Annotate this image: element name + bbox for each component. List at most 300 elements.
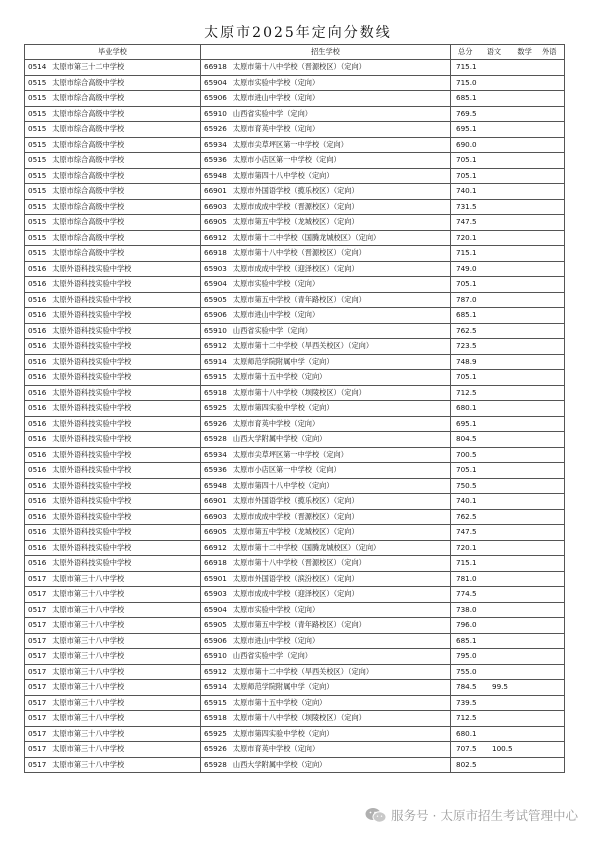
cell-scores <box>451 261 565 277</box>
cell-scores <box>451 680 565 696</box>
school-to-name: 山西大学附属中学校（定向） <box>232 759 327 769</box>
cell-school-from <box>25 711 201 727</box>
school-to-name: 太原市第十八中学校（晋源校区）（定向） <box>232 62 366 72</box>
school-to-code: 65925 <box>204 403 227 413</box>
table-row <box>25 91 565 107</box>
school-to-name: 太原市第四实验中学校（定向） <box>232 728 334 738</box>
cell-school-to <box>201 478 451 494</box>
school-to-name: 太原市第五中学校（青年路校区）（定向） <box>232 620 366 630</box>
header-total: 总分 <box>458 47 473 56</box>
cell-scores <box>451 726 565 742</box>
table-header-row <box>25 45 565 60</box>
table-row <box>25 385 565 401</box>
cell-scores <box>451 308 565 324</box>
school-from-name: 太原外语科技实验中学校 <box>52 527 132 537</box>
school-to-code: 66912 <box>204 542 227 552</box>
total-score: 705.1 <box>456 155 477 165</box>
table-row <box>25 680 565 696</box>
cell-school-to <box>201 261 451 277</box>
cell-school-from <box>25 664 201 680</box>
cell-school-from <box>25 75 201 91</box>
school-to-code: 65928 <box>204 759 227 769</box>
table-row <box>25 509 565 525</box>
school-from-name: 太原外语科技实验中学校 <box>52 387 132 397</box>
cell-school-from <box>25 308 201 324</box>
total-score: 795.0 <box>456 651 477 661</box>
school-to-name: 太原市第十五中学校（定向） <box>232 372 327 382</box>
school-to-name: 太原市成成中学校（迎泽校区）（定向） <box>232 263 359 273</box>
school-to-name: 太原市尖草坪区第一中学校（定向） <box>232 449 348 459</box>
table-row <box>25 339 565 355</box>
total-score: 762.5 <box>456 325 477 335</box>
total-score: 707.5 <box>456 744 477 754</box>
school-from-name: 太原市综合高级中学校 <box>52 248 125 258</box>
cell-school-from <box>25 525 201 541</box>
total-score: 781.0 <box>456 573 477 583</box>
cell-school-to <box>201 664 451 680</box>
total-score: 680.1 <box>456 728 477 738</box>
school-to-name: 太原市第十二中学校（旱西关校区）（定向） <box>232 666 374 676</box>
school-to-name: 太原市进山中学校（定向） <box>232 635 320 645</box>
total-score: 712.5 <box>456 387 477 397</box>
school-to-code: 65906 <box>204 310 227 320</box>
cell-school-from <box>25 106 201 122</box>
cell-school-from <box>25 385 201 401</box>
cell-scores <box>451 401 565 417</box>
school-to-name: 太原市第四十八中学校（定向） <box>232 170 334 180</box>
cell-school-from <box>25 261 201 277</box>
school-to-name: 太原市育英中学校（定向） <box>232 124 320 134</box>
school-to-code: 65903 <box>204 589 227 599</box>
school-to-name: 太原市外国语学校（揽乐校区）（定向） <box>232 496 359 506</box>
cell-school-to <box>201 757 451 773</box>
school-from-name: 太原外语科技实验中学校 <box>52 434 132 444</box>
cell-school-from <box>25 292 201 308</box>
school-from-name: 太原外语科技实验中学校 <box>52 403 132 413</box>
cell-scores <box>451 153 565 169</box>
school-to-name: 太原师范学院附属中学（定向） <box>232 682 334 692</box>
table-row <box>25 742 565 758</box>
cell-school-to <box>201 571 451 587</box>
cell-school-to <box>201 432 451 448</box>
cell-school-to <box>201 726 451 742</box>
school-from-name: 太原市第三十八中学校 <box>52 620 125 630</box>
cell-scores <box>451 432 565 448</box>
cell-school-from <box>25 184 201 200</box>
table-row <box>25 184 565 200</box>
cell-scores <box>451 106 565 122</box>
table-row <box>25 711 565 727</box>
school-to-name: 太原市第十五中学校（定向） <box>232 697 327 707</box>
total-score: 715.1 <box>456 62 477 72</box>
school-from-code: 0515 <box>28 248 47 258</box>
cell-school-from <box>25 587 201 603</box>
cell-school-to <box>201 618 451 634</box>
table-row <box>25 261 565 277</box>
total-score: 720.1 <box>456 232 477 242</box>
table-row <box>25 122 565 138</box>
total-score: 747.5 <box>456 217 477 227</box>
watermark-text: 服务号 · 太原市招生考试管理中心 <box>391 808 578 823</box>
school-from-name: 太原市综合高级中学校 <box>52 155 125 165</box>
school-from-code: 0517 <box>28 744 47 754</box>
table-row <box>25 199 565 215</box>
school-to-code: 66903 <box>204 201 227 211</box>
cell-school-to <box>201 447 451 463</box>
school-to-code: 65926 <box>204 418 227 428</box>
school-to-code: 66901 <box>204 186 227 196</box>
school-to-code: 65934 <box>204 139 227 149</box>
cell-school-to <box>201 60 451 76</box>
cell-scores <box>451 602 565 618</box>
total-score: 705.1 <box>456 372 477 382</box>
school-to-name: 太原市实验中学校（定向） <box>232 279 320 289</box>
school-to-code: 66905 <box>204 527 227 537</box>
school-to-name: 太原市进山中学校（定向） <box>232 310 320 320</box>
header-school-to: 招生学校 <box>201 45 451 60</box>
school-from-name: 太原外语科技实验中学校 <box>52 325 132 335</box>
school-from-code: 0517 <box>28 651 47 661</box>
school-from-code: 0517 <box>28 713 47 723</box>
school-from-code: 0517 <box>28 589 47 599</box>
cell-school-to <box>201 525 451 541</box>
cell-scores <box>451 292 565 308</box>
table-row <box>25 540 565 556</box>
table-row <box>25 726 565 742</box>
cell-school-from <box>25 494 201 510</box>
school-to-name: 太原市成成中学校（迎泽校区）（定向） <box>232 589 359 599</box>
school-from-code: 0517 <box>28 697 47 707</box>
school-from-name: 太原市第三十八中学校 <box>52 697 125 707</box>
school-from-code: 0515 <box>28 217 47 227</box>
cell-school-to <box>201 75 451 91</box>
school-from-code: 0517 <box>28 604 47 614</box>
cell-school-to <box>201 106 451 122</box>
cell-scores <box>451 75 565 91</box>
school-to-name: 太原市成成中学校（晋源校区）（定向） <box>232 201 359 211</box>
cell-scores <box>451 137 565 153</box>
total-score: 740.1 <box>456 186 477 196</box>
school-to-code: 65936 <box>204 155 227 165</box>
school-to-code: 65905 <box>204 620 227 630</box>
table-row <box>25 556 565 572</box>
cell-school-to <box>201 494 451 510</box>
cell-school-from <box>25 540 201 556</box>
cell-scores <box>451 664 565 680</box>
school-from-name: 太原市第三十八中学校 <box>52 604 125 614</box>
cell-scores <box>451 571 565 587</box>
cell-school-from <box>25 339 201 355</box>
school-to-code: 66903 <box>204 511 227 521</box>
school-to-code: 65904 <box>204 77 227 87</box>
school-to-code: 65918 <box>204 387 227 397</box>
cell-scores <box>451 370 565 386</box>
total-score: 802.5 <box>456 759 477 769</box>
school-to-name: 太原师范学院附属中学（定向） <box>232 356 334 366</box>
total-score: 700.5 <box>456 449 477 459</box>
table-row <box>25 323 565 339</box>
school-to-code: 65905 <box>204 294 227 304</box>
school-from-code: 0517 <box>28 620 47 630</box>
cell-scores <box>451 742 565 758</box>
cell-scores <box>451 323 565 339</box>
school-to-code: 65915 <box>204 372 227 382</box>
school-to-name: 太原市第十八中学校（晋源校区）（定向） <box>232 248 366 258</box>
cell-school-to <box>201 292 451 308</box>
school-to-code: 66918 <box>204 248 227 258</box>
school-to-name: 太原市进山中学校（定向） <box>232 93 320 103</box>
cell-school-to <box>201 695 451 711</box>
cell-scores <box>451 277 565 293</box>
cell-school-from <box>25 432 201 448</box>
total-score: 762.5 <box>456 511 477 521</box>
cell-scores <box>451 540 565 556</box>
school-from-code: 0515 <box>28 124 47 134</box>
cell-scores <box>451 509 565 525</box>
total-score: 715.1 <box>456 558 477 568</box>
school-from-name: 太原市第三十八中学校 <box>52 728 125 738</box>
school-from-name: 太原市第三十八中学校 <box>52 589 125 599</box>
school-to-code: 65948 <box>204 170 227 180</box>
cell-scores <box>451 91 565 107</box>
school-from-code: 0515 <box>28 155 47 165</box>
total-score: 712.5 <box>456 713 477 723</box>
school-from-code: 0515 <box>28 186 47 196</box>
cell-school-from <box>25 401 201 417</box>
school-from-code: 0516 <box>28 449 47 459</box>
cell-school-to <box>201 153 451 169</box>
table-row <box>25 525 565 541</box>
school-to-code: 65936 <box>204 465 227 475</box>
school-to-code: 65934 <box>204 449 227 459</box>
school-to-name: 山西省实验中学（定向） <box>232 108 312 118</box>
school-to-name: 太原市外国语学校（揽乐校区）（定向） <box>232 186 359 196</box>
table-row <box>25 246 565 262</box>
cell-school-from <box>25 122 201 138</box>
school-to-name: 太原市小店区第一中学校（定向） <box>232 155 341 165</box>
school-from-name: 太原市第三十八中学校 <box>52 713 125 723</box>
cell-school-from <box>25 478 201 494</box>
school-from-name: 太原外语科技实验中学校 <box>52 356 132 366</box>
table-row <box>25 633 565 649</box>
cell-school-to <box>201 323 451 339</box>
cell-school-from <box>25 757 201 773</box>
school-to-code: 65910 <box>204 651 227 661</box>
cell-scores <box>451 447 565 463</box>
cell-school-to <box>201 742 451 758</box>
cell-scores <box>451 556 565 572</box>
table-row <box>25 370 565 386</box>
cell-school-from <box>25 137 201 153</box>
school-from-code: 0517 <box>28 573 47 583</box>
school-to-name: 山西省实验中学（定向） <box>232 325 312 335</box>
school-from-code: 0516 <box>28 310 47 320</box>
table-row <box>25 463 565 479</box>
school-from-code: 0516 <box>28 542 47 552</box>
cell-school-from <box>25 602 201 618</box>
table-row <box>25 447 565 463</box>
school-from-name: 太原市第三十八中学校 <box>52 651 125 661</box>
cell-school-to <box>201 416 451 432</box>
total-score: 749.0 <box>456 263 477 273</box>
chinese-score: 100.5 <box>492 744 513 754</box>
cell-school-from <box>25 742 201 758</box>
school-to-name: 太原市第十二中学校（国腾龙城校区）（定向） <box>232 542 381 552</box>
school-from-code: 0517 <box>28 682 47 692</box>
school-from-name: 太原市综合高级中学校 <box>52 186 125 196</box>
school-from-code: 0516 <box>28 279 47 289</box>
school-to-code: 65948 <box>204 480 227 490</box>
cell-scores <box>451 525 565 541</box>
school-from-code: 0516 <box>28 465 47 475</box>
school-from-name: 太原外语科技实验中学校 <box>52 372 132 382</box>
table-row <box>25 401 565 417</box>
total-score: 731.5 <box>456 201 477 211</box>
cell-school-to <box>201 556 451 572</box>
school-from-name: 太原市综合高级中学校 <box>52 170 125 180</box>
school-to-code: 65903 <box>204 263 227 273</box>
table-row <box>25 587 565 603</box>
cell-school-from <box>25 91 201 107</box>
total-score: 755.0 <box>456 666 477 676</box>
table-row <box>25 571 565 587</box>
school-from-name: 太原外语科技实验中学校 <box>52 341 132 351</box>
cell-scores <box>451 215 565 231</box>
school-to-code: 65904 <box>204 279 227 289</box>
school-to-name: 太原市第十二中学校（旱西关校区）（定向） <box>232 341 374 351</box>
total-score: 685.1 <box>456 635 477 645</box>
cell-school-to <box>201 463 451 479</box>
table-row <box>25 649 565 665</box>
school-from-name: 太原市综合高级中学校 <box>52 108 125 118</box>
cell-school-to <box>201 246 451 262</box>
table-row <box>25 75 565 91</box>
school-from-name: 太原市第三十八中学校 <box>52 573 125 583</box>
school-to-name: 太原市尖草坪区第一中学校（定向） <box>232 139 348 149</box>
cell-school-to <box>201 122 451 138</box>
cell-school-to <box>201 277 451 293</box>
cell-school-to <box>201 184 451 200</box>
school-from-code: 0515 <box>28 139 47 149</box>
school-from-name: 太原外语科技实验中学校 <box>52 558 132 568</box>
cell-school-from <box>25 323 201 339</box>
school-from-code: 0516 <box>28 403 47 413</box>
cell-school-from <box>25 695 201 711</box>
school-from-name: 太原外语科技实验中学校 <box>52 418 132 428</box>
cell-school-to <box>201 711 451 727</box>
school-to-code: 65928 <box>204 434 227 444</box>
school-from-code: 0515 <box>28 108 47 118</box>
table-row <box>25 478 565 494</box>
cell-school-to <box>201 370 451 386</box>
cell-school-to <box>201 308 451 324</box>
total-score: 685.1 <box>456 310 477 320</box>
cell-school-from <box>25 277 201 293</box>
school-to-code: 66918 <box>204 558 227 568</box>
table-row <box>25 602 565 618</box>
school-to-name: 太原市第十八中学校（晋源校区）（定向） <box>232 558 366 568</box>
watermark <box>365 806 578 824</box>
school-from-code: 0516 <box>28 341 47 351</box>
table-row <box>25 292 565 308</box>
school-to-name: 太原市第五中学校（龙城校区）（定向） <box>232 217 359 227</box>
school-to-name: 太原市第五中学校（青年路校区）（定向） <box>232 294 366 304</box>
table-row <box>25 230 565 246</box>
school-from-name: 太原外语科技实验中学校 <box>52 279 132 289</box>
total-score: 804.5 <box>456 434 477 444</box>
table-row <box>25 695 565 711</box>
cell-school-to <box>201 385 451 401</box>
school-to-name: 太原市外国语学校（滨汾校区）（定向） <box>232 573 359 583</box>
cell-school-to <box>201 230 451 246</box>
school-from-code: 0515 <box>28 232 47 242</box>
school-to-code: 66912 <box>204 232 227 242</box>
page-title: 太原市2025年定向分数线 <box>204 25 392 41</box>
school-from-name: 太原外语科技实验中学校 <box>52 465 132 475</box>
total-score: 690.0 <box>456 139 477 149</box>
header-chinese: 语文 <box>486 47 502 56</box>
total-score: 723.5 <box>456 341 477 351</box>
cell-scores <box>451 649 565 665</box>
school-to-code: 65906 <box>204 93 227 103</box>
score-table <box>24 44 565 773</box>
table-row <box>25 757 565 773</box>
total-score: 738.0 <box>456 604 477 614</box>
table-row <box>25 432 565 448</box>
cell-school-to <box>201 339 451 355</box>
cell-school-to <box>201 509 451 525</box>
table-row <box>25 215 565 231</box>
total-score: 715.1 <box>456 248 477 258</box>
cell-scores <box>451 416 565 432</box>
school-to-name: 太原市实验中学校（定向） <box>232 604 320 614</box>
school-from-name: 太原市综合高级中学校 <box>52 139 125 149</box>
cell-school-from <box>25 354 201 370</box>
school-to-name: 太原市第四实验中学校（定向） <box>232 403 334 413</box>
table-row <box>25 277 565 293</box>
school-to-code: 65918 <box>204 713 227 723</box>
cell-scores <box>451 463 565 479</box>
cell-scores <box>451 711 565 727</box>
cell-scores <box>451 385 565 401</box>
cell-school-from <box>25 199 201 215</box>
school-to-code: 65906 <box>204 635 227 645</box>
total-score: 787.0 <box>456 294 477 304</box>
school-from-code: 0516 <box>28 496 47 506</box>
cell-school-to <box>201 91 451 107</box>
school-from-name: 太原市综合高级中学校 <box>52 201 125 211</box>
school-from-code: 0516 <box>28 387 47 397</box>
table-row <box>25 664 565 680</box>
cell-school-to <box>201 649 451 665</box>
school-from-code: 0515 <box>28 170 47 180</box>
header-foreign: 外语 <box>542 47 557 56</box>
cell-school-from <box>25 463 201 479</box>
school-from-name: 太原市第三十二中学校 <box>52 62 125 72</box>
cell-school-to <box>201 168 451 184</box>
header-scores <box>451 45 565 60</box>
school-to-code: 66918 <box>204 62 227 72</box>
cell-school-to <box>201 215 451 231</box>
cell-scores <box>451 122 565 138</box>
school-from-code: 0516 <box>28 294 47 304</box>
school-from-code: 0517 <box>28 728 47 738</box>
school-to-code: 65915 <box>204 697 227 707</box>
cell-school-to <box>201 680 451 696</box>
table-row <box>25 168 565 184</box>
school-from-code: 0515 <box>28 93 47 103</box>
school-from-name: 太原外语科技实验中学校 <box>52 263 132 273</box>
